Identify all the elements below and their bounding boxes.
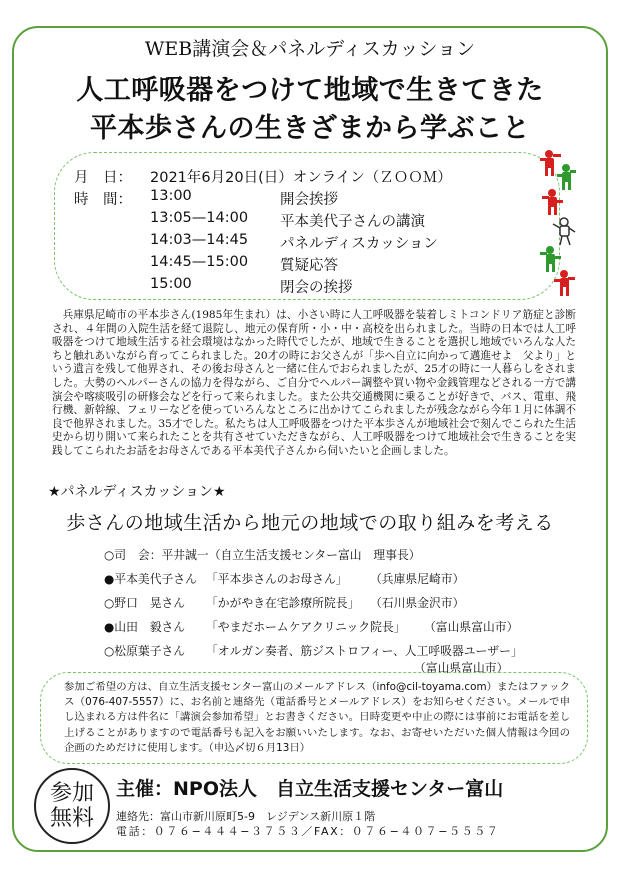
panel-heading: ★パネルディスカッション★: [48, 484, 226, 500]
member-role: （自立生活支援センター富山 理事長）: [208, 548, 421, 562]
badge-line2: 無料: [49, 806, 94, 831]
schedule-time: 13:05—14:00: [150, 210, 249, 226]
event-title-line1: 人工呼吸器をつけて地域で生きてきた: [76, 75, 544, 106]
badge-line1: 参加: [49, 781, 94, 806]
member-mark: ○: [104, 644, 115, 658]
schedule-event: 質疑応答: [280, 258, 338, 274]
date-label: 月 日：: [74, 170, 132, 186]
member-mark: ○: [104, 596, 115, 610]
member-name: 司 会：平井誠一: [114, 548, 209, 562]
member-role: 「かがやき在宅診療所院長」: [206, 596, 360, 610]
member-mark: ○: [104, 548, 115, 562]
schedule-time: 15:00: [150, 276, 192, 292]
schedule-event: 開会挨拶: [280, 192, 338, 208]
free-admission-badge: [34, 768, 110, 844]
member-role: 「平本歩さんのお母さん」: [206, 572, 348, 586]
organizer: 主催：NPO法人 自立生活支援センター富山: [116, 778, 504, 800]
panel-member-row: [104, 546, 421, 563]
event-subtitle: WEB講演会＆パネルディスカッション: [144, 38, 476, 60]
member-affiliation: （兵庫県尼崎市）: [370, 572, 465, 586]
schedule-time: 14:45—15:00: [150, 254, 249, 270]
panel-member-row: [104, 618, 574, 635]
panel-member-row: [104, 642, 574, 659]
event-title-line2: 平本歩さんの生きざまから学ぶこと: [90, 113, 530, 144]
member-name: 平本美代子さん: [114, 572, 197, 586]
schedule-time: 14:03—14:45: [150, 232, 249, 248]
event-description: 兵庫県尼崎市の平本歩さん(1985年生まれ）は、小さい時に人工呼吸器を装着しミトコンドリア筋症と診断され、４年間の入院生活を経て退院し、地元の保育所・小・中・高校を出られました。当時の日本では人工呼吸器をつけて地域生活する社会環境はなかった時代でしたが、地域で生きることを選択し地域でいろんな人たちと触れあいながら育ってこられました。20才の時にお父さんが「歩へ自立に向かって邁進せよ 父より」という遺言を残して他界され、その後お母さんと一緒に住んでおられましたが、25才の時に一人暮らしをされました。大勢のヘルパーさんの協力を得ながら、ご自分でヘルパー調整や買い物や金銭管理などされる一方で講演会や喀痰吸引の研修会などを行って来られました。また公共交通機関に乗ることが好きで、バス、電車、飛行機、新幹線、フェリーなどを使っていろんなところに出かけてこられましたが残念ながら今年１月に体調不良で他界されました。35才でした。私たちは人工呼吸器をつけた平本歩さんが地域社会で刻んでこられた生活史から切り開いて来られたことを共有させていただきながら、人工呼吸器をつけて地域社会で生きることを実践してこられたお話をお母さんである平本美代子さんから伺いたいと企画しました。: [52, 309, 576, 457]
member-role: 「オルガン奏者、筋ジストロフィー、人工呼吸器ユーザー」: [206, 644, 523, 658]
panel-member-row: [104, 594, 574, 611]
panel-title: 歩さんの地域生活から地元の地域での取り組みを考える: [66, 512, 554, 534]
member-mark: ●: [104, 572, 115, 586]
schedule-time: 13:00: [150, 188, 192, 204]
member-affiliation: （富山県富山市）: [414, 661, 509, 675]
member-role: 「やまだホームケアクリニック院長」: [206, 620, 406, 634]
member-name: 松原葉子さん: [114, 644, 186, 658]
member-name: 山田 毅さん: [114, 620, 186, 634]
member-mark: ●: [104, 620, 115, 634]
member-affiliation: （石川県金沢市）: [370, 596, 465, 610]
member-affiliation: （富山県富山市）: [424, 620, 519, 634]
panel-member-row: [104, 570, 574, 587]
schedule-event: 平本美代子さんの講演: [280, 214, 425, 230]
date-value: 2021年6月20日(日）オンライン（ＺＯＯＭ）: [150, 170, 452, 186]
schedule-event: 閉会の挨拶: [280, 280, 353, 296]
contact-address: 連絡先：富山市新川原町5-9 レジデンス新川原１階: [116, 810, 376, 823]
contact-phone-fax: 電話：０７６−４４４−３７５３／FAX：０７６−４０７−５５５７: [116, 825, 500, 838]
member-name: 野口 晃さん: [114, 596, 186, 610]
dancing-figures-icon: [540, 148, 576, 298]
schedule-event: パネルディスカッション: [280, 236, 438, 252]
time-label: 時 間：: [74, 192, 132, 208]
notice-text: 参加ご希望の方は、自立生活支援センター富山のメールアドレス（info@cil-toyama.com）またはファックス（076-407-5557）に、お名前と連絡先（電話番号とメールアドレス）をお知らせください。メールで申し込まれる方は件名に「講演会参加希望」とお書きください。日時変更や中止の際には事前にお電話を差し上げることがありますので電話番号も記入をお願いいたします。なお、お寄せいただいた個人情報は今回の企画のためだけに使用します。（申込〆切６月13日）: [64, 681, 570, 754]
